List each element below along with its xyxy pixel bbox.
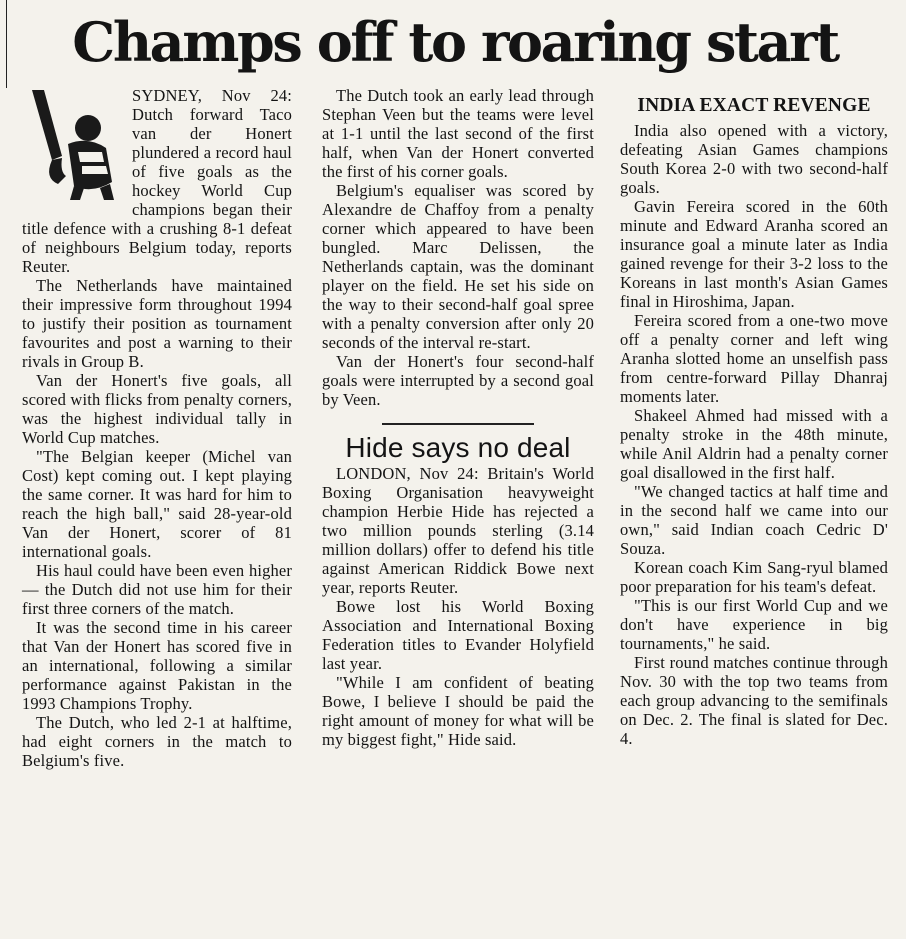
story1-paragraph: The Dutch took an early lead through Stephan Veen but the teams were level at 1-1 until the last second of the first half, when Van der Honert converted the first of his corner goals. (322, 86, 594, 181)
story2-paragraph: LONDON, Nov 24: Britain's World Boxing Organisation heavyweight champion Herbie Hide has rejected a two million pounds sterling (3.14 million dollars) offer to defend his title against American Riddick Bowe next year, reports Reuter. (322, 464, 594, 597)
story3-paragraph: First round matches continue through Nov. 30 with the top two teams from each group advancing to the semifinals on Dec. 2. The final is slated for Dec. 4. (620, 653, 888, 748)
story2-paragraph: "While I am confident of beating Bowe, I believe I should be paid the right amount of money for what will be my biggest fight," Hide said. (322, 673, 594, 749)
page-border-rule (6, 0, 7, 88)
story1-paragraph: "The Belgian keeper (Michel van Cost) kept coming out. I kept playing the same corner. It was hard for him to reach the high ball," said 28-year-old Van der Honert, scorer of 81 international goals. (22, 447, 292, 561)
story1-paragraph: His haul could have been even higher — the Dutch did not use him for their first three corners of the match. (22, 561, 292, 618)
story1-column-1 (22, 86, 292, 770)
story3-headline: INDIA EXACT REVENGE (637, 95, 871, 116)
story1-paragraph: Belgium's equaliser was scored by Alexandre de Chaffoy from a penalty corner which appeared to have been bungled. Marc Delissen, the Netherlands captain, was the dominant player on the field. He set his side on the way to their second-half goal spree with a penalty conversion after only 20 seconds of the interval re-start. (322, 181, 594, 352)
story3-paragraph: Korean coach Kim Sang-ryul blamed poor preparation for his team's defeat. (620, 558, 888, 596)
story1-paragraph-continued: Van der Honert's four second-half goals were interrupted by a second goal by Veen. (322, 352, 594, 409)
column-2 (322, 86, 594, 749)
column-3 (620, 86, 888, 748)
story1-paragraph: The Dutch, who led 2-1 at halftime, had eight corners in the match to Belgium's five. (22, 713, 292, 770)
story3-paragraph: Gavin Fereira scored in the 60th minute and Edward Aranha scored an insurance goal a minute later as India gained revenge for their 3-2 loss to the Koreans in last month's Asian Games final in Hiroshima, Japan. (620, 197, 888, 311)
story3-paragraph: India also opened with a victory, defeating Asian Games champions South Korea 2-0 with two second-half goals. (620, 121, 888, 197)
hockey-player-icon (22, 86, 128, 202)
story2-paragraph: Bowe lost his World Boxing Association and International Boxing Federation titles to Evander Holyfield last year. (322, 597, 594, 673)
story3-paragraph: Shakeel Ahmed had missed with a penalty stroke in the 48th minute, while Anil Aldrin had a penalty corner goal disallowed in the first half. (620, 406, 888, 482)
main-headline: Champs off to roaring start (72, 10, 838, 74)
story1-paragraph: Van der Honert's five goals, all scored with flicks from penalty corners, was the highest individual tally in World Cup matches. (22, 371, 292, 447)
story2-headline: Hide says no deal (345, 432, 571, 463)
story3-paragraph: Fereira scored from a one-two move off a penalty corner and left wing Aranha slotted home an unselfish pass from centre-forward Pillay Dhanraj moments later. (620, 311, 888, 406)
story3-paragraph: "This is our first World Cup and we don't have experience in big tournaments," he said. (620, 596, 888, 653)
story3-paragraph: "We changed tactics at half time and in the second half we came into our own," said Indian coach Cedric D' Souza. (620, 482, 888, 558)
story1-paragraph: It was the second time in his career that Van der Honert has scored five in an international, following a similar performance against Pakistan in the 1993 Champions Trophy. (22, 618, 292, 713)
story1-paragraph: SYDNEY, Nov 24: Dutch forward Taco van der Honert plundered a record haul of five goals as the hockey World Cup champions began their title defence with a crushing 8-1 defeat of neighbours Belgium today, reports Reuter. (22, 86, 292, 276)
story1-paragraph: The Netherlands have maintained their impressive form throughout 1994 to justify their position as tournament favourites and post a warning to their rivals in Group B. (22, 276, 292, 371)
section-divider (382, 423, 534, 425)
